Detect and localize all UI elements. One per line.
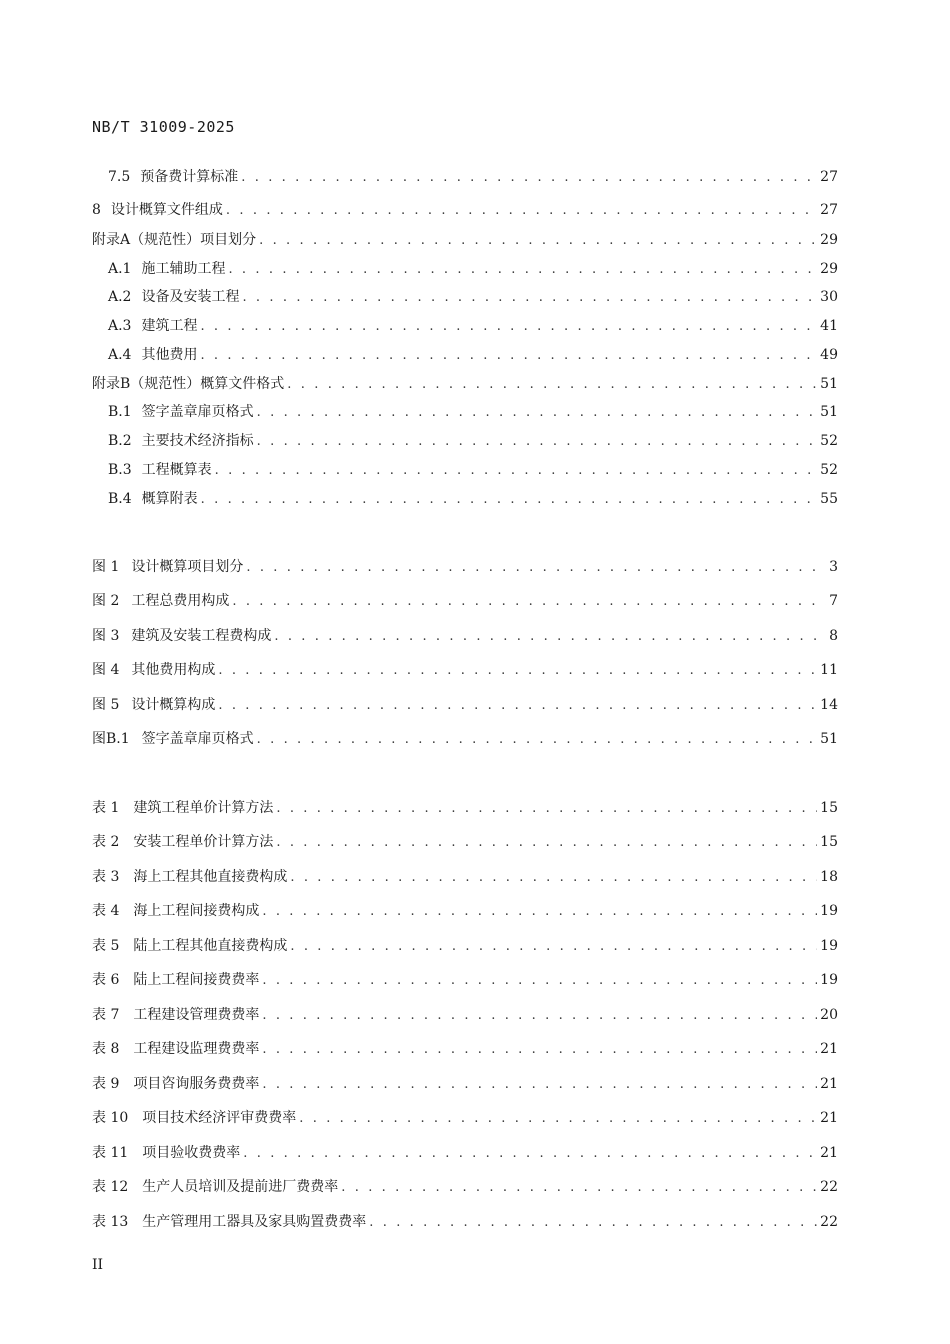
toc-entry-number: 表 2 <box>92 834 120 850</box>
toc-entry-number: 表 11 <box>92 1145 129 1161</box>
toc-entry-title: 施工辅助工程 <box>141 261 226 277</box>
toc-entry-title: 签字盖章扉页格式 <box>141 731 254 747</box>
toc-entry-page: 41 <box>820 318 838 334</box>
toc-entry[interactable] <box>92 658 838 682</box>
toc-entry-page: 14 <box>820 697 838 713</box>
toc-entry-title: （规范性）项目划分 <box>130 232 257 248</box>
toc-entry[interactable] <box>92 830 838 854</box>
toc-entry-title: 其他费用构成 <box>131 662 216 678</box>
toc-entry-title: 海上工程其他直接费构成 <box>133 869 288 885</box>
toc-entry[interactable] <box>108 458 838 482</box>
toc-entry-title: 建筑工程单价计算方法 <box>133 800 274 816</box>
toc-leader-dots <box>259 229 817 253</box>
toc-entry-number: 表 7 <box>92 1007 120 1023</box>
toc-entry[interactable] <box>108 400 838 424</box>
toc-entry[interactable] <box>108 487 838 511</box>
toc-entry[interactable] <box>92 1037 838 1061</box>
toc-entry-number: 图 2 <box>92 593 120 609</box>
toc-leader-dots <box>369 1211 817 1235</box>
toc-leader-dots <box>257 430 818 454</box>
toc-entry-number: A.1 <box>108 261 132 277</box>
toc-leader-dots <box>262 900 817 924</box>
toc-entry-title: 海上工程间接费构成 <box>133 903 260 919</box>
toc-entry-title: 建筑及安装工程费构成 <box>131 628 272 644</box>
toc-leader-dots <box>241 166 817 190</box>
toc-leader-dots <box>257 401 818 425</box>
toc-entry-title: （规范性）概算文件格式 <box>130 376 285 392</box>
toc-entry-title: 工程总费用构成 <box>131 593 230 609</box>
toc-entry-number: 表 12 <box>92 1179 129 1195</box>
toc-entry-page: 21 <box>820 1076 838 1092</box>
toc-entry-number: 图 5 <box>92 697 120 713</box>
toc-entry-page: 19 <box>820 903 838 919</box>
standard-code: NB/T 31009-2025 <box>92 118 235 136</box>
toc-entry[interactable] <box>92 727 838 751</box>
toc-entry[interactable] <box>92 1141 838 1165</box>
toc-entry-number: 表 10 <box>92 1110 129 1126</box>
toc-leader-dots <box>262 969 817 993</box>
toc-entry-title: 项目技术经济评审费费率 <box>142 1110 297 1126</box>
toc-entry-number: 附录A <box>92 232 131 248</box>
toc-entry-title: 项目验收费费率 <box>142 1145 241 1161</box>
toc-entry-number: 图B.1 <box>92 731 130 747</box>
toc-entry-title: 工程建设监理费费率 <box>133 1041 260 1057</box>
toc-entry-title: 其他费用 <box>141 347 198 363</box>
toc-entry-title: 项目咨询服务费费率 <box>133 1076 260 1092</box>
toc-leader-dots <box>201 488 818 512</box>
toc-entry-number: 表 5 <box>92 938 120 954</box>
toc-entry-number: B.4 <box>108 491 132 507</box>
toc-entry-title: 预备费计算标准 <box>140 169 239 185</box>
toc-leader-dots <box>215 459 818 483</box>
toc-entry-page: 19 <box>820 938 838 954</box>
toc-entry[interactable] <box>92 1106 838 1130</box>
toc-leader-dots <box>290 866 817 890</box>
toc-entry-title: 陆上工程间接费费率 <box>133 972 260 988</box>
toc-entry-number: 表 1 <box>92 800 120 816</box>
toc-entry-page: 51 <box>820 376 838 392</box>
toc-entry[interactable] <box>92 693 838 717</box>
toc-entry-number: 表 3 <box>92 869 120 885</box>
toc-entry-page: 29 <box>820 232 838 248</box>
toc-entry-page: 21 <box>820 1110 838 1126</box>
toc-entry-title: 设计概算项目划分 <box>131 559 244 575</box>
toc-entry-title: 设计概算构成 <box>131 697 216 713</box>
toc-leader-dots <box>287 373 817 397</box>
toc-leader-dots <box>276 797 817 821</box>
toc-entry[interactable] <box>92 1175 838 1199</box>
toc-entry-page: 27 <box>820 169 838 185</box>
toc-leader-dots <box>226 199 817 223</box>
toc-leader-dots <box>262 1004 817 1028</box>
toc-leader-dots <box>257 728 818 752</box>
toc-entry[interactable] <box>92 1003 838 1027</box>
toc-entry-number: 表 4 <box>92 903 120 919</box>
toc-entry-page: 7 <box>829 593 838 609</box>
toc-leader-dots <box>200 315 817 339</box>
toc-leader-dots <box>243 1142 817 1166</box>
toc-leader-dots <box>218 659 817 683</box>
toc-entry-page: 21 <box>820 1145 838 1161</box>
toc-entry-number: B.1 <box>108 404 132 420</box>
toc-entry[interactable] <box>108 314 838 338</box>
toc-entry-number: 图 3 <box>92 628 120 644</box>
toc-entry[interactable] <box>108 429 838 453</box>
toc-entry[interactable] <box>92 1210 838 1234</box>
toc-entry-title: 建筑工程 <box>141 318 198 334</box>
toc-entry-number: B.2 <box>108 433 132 449</box>
toc-entry[interactable] <box>92 228 838 252</box>
toc-entry-page: 8 <box>829 628 838 644</box>
toc-leader-dots <box>262 1038 817 1062</box>
toc-entry-page: 52 <box>820 462 838 478</box>
toc-entry-page: 30 <box>820 289 838 305</box>
toc-entry-title: 设备及安装工程 <box>141 289 240 305</box>
toc-leader-dots <box>246 556 826 580</box>
toc-entry-title: 安装工程单价计算方法 <box>133 834 274 850</box>
toc-entry[interactable] <box>108 343 838 367</box>
toc-entry-number: B.3 <box>108 462 132 478</box>
toc-entry-page: 21 <box>820 1041 838 1057</box>
toc-leader-dots <box>274 625 826 649</box>
toc-entry-page: 15 <box>820 800 838 816</box>
toc-entry-number: 表 6 <box>92 972 120 988</box>
toc-entry-number: 7.5 <box>108 169 131 185</box>
toc-entry-title: 工程建设管理费费率 <box>133 1007 260 1023</box>
toc-leader-dots <box>262 1073 817 1097</box>
toc-entry-page: 29 <box>820 261 838 277</box>
toc-leader-dots <box>242 286 817 310</box>
toc-entry-number: 图 1 <box>92 559 120 575</box>
toc-entry-title: 主要技术经济指标 <box>141 433 254 449</box>
toc-entry-page: 55 <box>820 491 838 507</box>
toc-entry-page: 11 <box>820 662 838 678</box>
toc-leader-dots <box>200 344 817 368</box>
toc-entry-number: A.3 <box>108 318 132 334</box>
toc-leader-dots <box>218 694 817 718</box>
toc-entry-number: 表 8 <box>92 1041 120 1057</box>
toc-entry-page: 20 <box>820 1007 838 1023</box>
toc-entry-title: 陆上工程其他直接费构成 <box>133 938 288 954</box>
toc-entry-number: A.2 <box>108 289 132 305</box>
toc-entry-page: 15 <box>820 834 838 850</box>
toc-entry-title: 生产人员培训及提前进厂费费率 <box>142 1179 339 1195</box>
toc-entry-page: 27 <box>820 202 838 218</box>
toc-entry[interactable] <box>92 555 838 579</box>
toc-entry-page: 18 <box>820 869 838 885</box>
toc-entry-page: 51 <box>820 404 838 420</box>
toc-entry-page: 52 <box>820 433 838 449</box>
toc-entry-number: 8 <box>92 202 101 218</box>
toc-entry-number: 表 9 <box>92 1076 120 1092</box>
toc-entry-title: 概算附表 <box>141 491 198 507</box>
toc-entry[interactable] <box>92 372 838 396</box>
toc-entry[interactable] <box>92 198 838 222</box>
toc-entry-page: 51 <box>820 731 838 747</box>
toc-entry[interactable] <box>92 968 838 992</box>
toc-entry-page: 19 <box>820 972 838 988</box>
toc-entry[interactable] <box>92 1072 838 1096</box>
toc-entry[interactable] <box>92 865 838 889</box>
toc-entry-number: A.4 <box>108 347 132 363</box>
toc-entry-page: 3 <box>829 559 838 575</box>
toc-entry-title: 生产管理用工器具及家具购置费费率 <box>142 1214 367 1230</box>
toc-entry[interactable] <box>92 589 838 613</box>
toc-entry-number: 表 13 <box>92 1214 129 1230</box>
toc-entry[interactable] <box>92 796 838 820</box>
toc-entry-number: 附录B <box>92 376 131 392</box>
toc-leader-dots <box>290 935 817 959</box>
toc-entry-page: 49 <box>820 347 838 363</box>
toc-entry-page: 22 <box>820 1214 838 1230</box>
toc-entry-title: 签字盖章扉页格式 <box>141 404 254 420</box>
toc-entry[interactable] <box>108 257 838 281</box>
toc-entry[interactable] <box>108 165 838 189</box>
toc-leader-dots <box>232 590 826 614</box>
toc-leader-dots <box>276 831 817 855</box>
toc-entry[interactable] <box>92 899 838 923</box>
toc-entry[interactable] <box>108 285 838 309</box>
toc-entry[interactable] <box>92 934 838 958</box>
toc-entry-number: 图 4 <box>92 662 120 678</box>
toc-leader-dots <box>228 258 817 282</box>
toc-entry[interactable] <box>92 624 838 648</box>
toc-leader-dots <box>299 1107 817 1131</box>
toc-entry-title: 设计概算文件组成 <box>110 202 223 218</box>
toc-entry-title: 工程概算表 <box>141 462 212 478</box>
toc-entry-page: 22 <box>820 1179 838 1195</box>
page-number: II <box>92 1257 104 1273</box>
toc-leader-dots <box>341 1176 817 1200</box>
